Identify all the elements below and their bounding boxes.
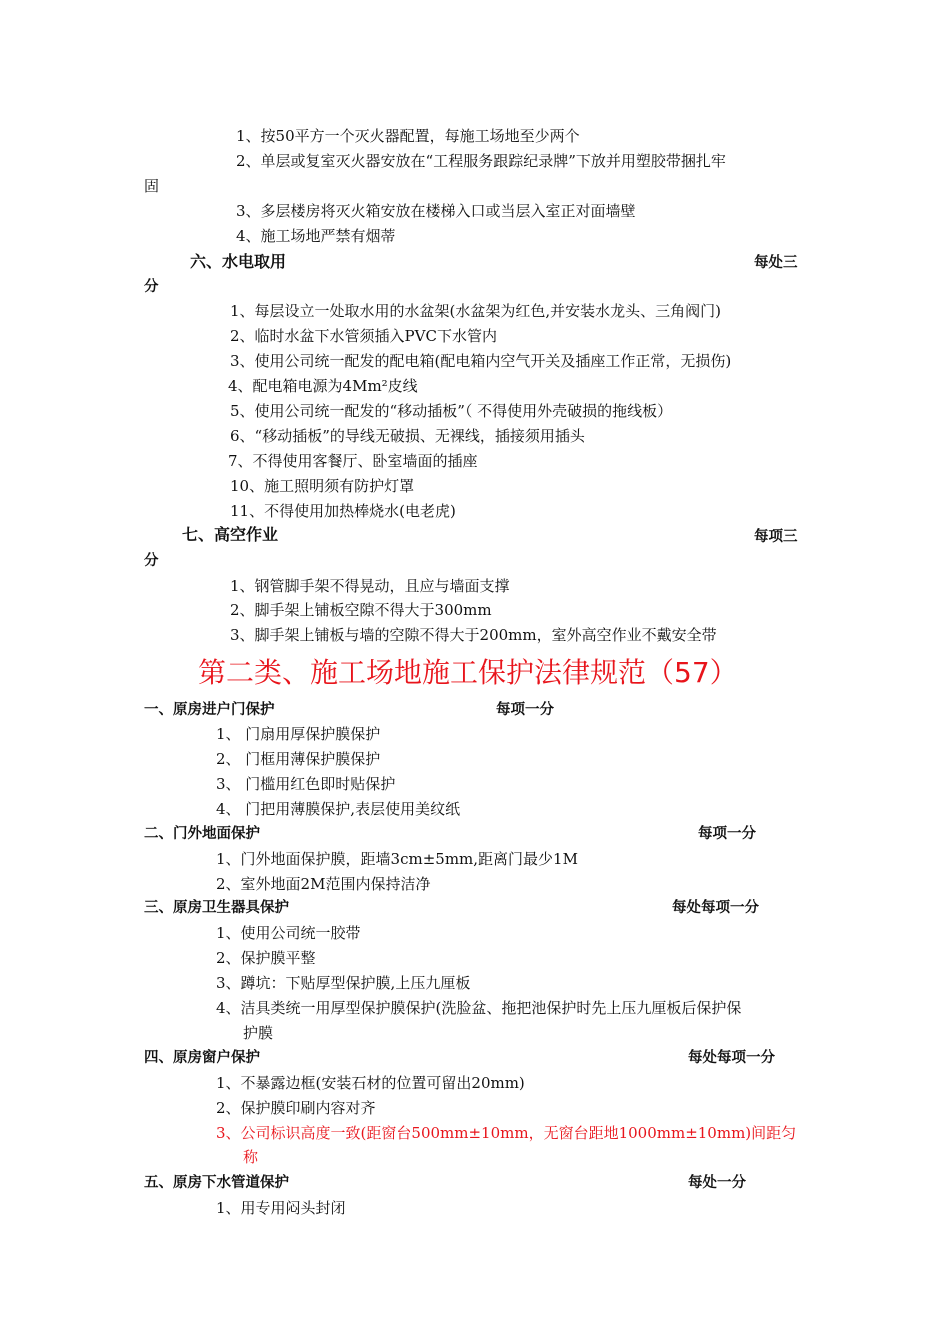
window-item-3-wrap: 称 xyxy=(243,1148,259,1166)
height-work-item-2: 2、脚手架上铺板空隙不得大于300mm xyxy=(230,601,492,619)
section-water-elec-points: 每处三 xyxy=(754,255,798,271)
door-heading: 一、原房进户门保护 xyxy=(144,702,275,718)
drain-heading: 五、原房下水管道保护 xyxy=(144,1175,289,1191)
section-height-work-heading: 七、高空作业 xyxy=(182,525,279,544)
water-elec-item-7: 7、不得使用客餐厅、卧室墙面的插座 xyxy=(228,452,478,470)
water-elec-item-4: 4、配电箱电源为4Mm²皮线 xyxy=(228,377,418,395)
water-elec-item-2: 2、临时水盆下水管须插入PVC下水管内 xyxy=(230,327,497,345)
section-water-elec-heading: 六、水电取用 xyxy=(190,252,287,271)
window-item-3: 3、公司标识高度一致(距窗台500mm±10mm，无窗台距地1000mm±10mm)间距匀 xyxy=(216,1124,797,1142)
water-elec-item-6: 6、“移动插板”的导线无破损、无裸线，插接须用插头 xyxy=(230,427,585,445)
drain-item-1: 1、用专用闷头封闭 xyxy=(216,1199,346,1217)
floor-heading: 二、门外地面保护 xyxy=(144,826,260,842)
door-item-1: 1、 门扇用厚保护膜保护 xyxy=(216,725,381,743)
window-points: 每处每项一分 xyxy=(688,1050,775,1066)
water-elec-item-5: 5、使用公司统一配发的“移动插板”（ 不得使用外壳破损的拖线板） xyxy=(230,402,673,420)
sanitary-points: 每处每项一分 xyxy=(672,900,759,916)
water-elec-item-1: 1、每层设立一处取水用的水盆架(水盆架为红色,并安装水龙头、三角阀门) xyxy=(230,302,722,320)
sanitary-item-4: 4、洁具类统一用厚型保护膜保护(洗脸盆、拖把池保护时先上压九厘板后保护保 xyxy=(216,999,742,1017)
water-elec-item-11: 11、不得使用加热棒烧水(电老虎) xyxy=(230,502,456,520)
floor-points: 每项一分 xyxy=(698,826,756,842)
drain-points: 每处一分 xyxy=(688,1175,746,1191)
section-water-elec-points-wrap: 分 xyxy=(144,279,159,295)
height-work-item-1: 1、钢管脚手架不得晃动，且应与墙面支撑 xyxy=(230,577,510,595)
window-heading: 四、原房窗户保护 xyxy=(144,1050,260,1066)
sanitary-item-4-wrap: 护膜 xyxy=(243,1024,274,1042)
sanitary-item-1: 1、使用公司统一胶带 xyxy=(216,924,361,942)
floor-item-1: 1、门外地面保护膜，距墙3cm±5mm,距离门最少1M xyxy=(216,850,578,868)
fire-item-2: 2、单层或复室灭火器安放在“工程服务跟踪纪录牌”下放并用塑胶带捆扎牢 xyxy=(236,152,726,170)
sanitary-item-3: 3、蹲坑：下贴厚型保护膜,上压九厘板 xyxy=(216,974,471,992)
fire-item-4: 4、施工场地严禁有烟蒂 xyxy=(236,227,396,245)
water-elec-item-10: 10、施工照明须有防护灯罩 xyxy=(230,477,415,495)
window-item-1: 1、不暴露边框(安装石材的位置可留出20mm) xyxy=(216,1074,525,1092)
sanitary-item-2: 2、保护膜平整 xyxy=(216,949,316,967)
fire-item-3: 3、多层楼房将灭火箱安放在楼梯入口或当层入室正对面墙壁 xyxy=(236,202,636,220)
sanitary-heading: 三、原房卫生器具保护 xyxy=(144,900,289,916)
door-points: 每项一分 xyxy=(496,702,554,718)
section-height-work-points-wrap: 分 xyxy=(144,553,159,569)
section-height-work-points: 每项三 xyxy=(754,529,798,545)
category-2-title: 第二类、施工场地施工保护法律规范（57） xyxy=(198,656,738,689)
height-work-item-3: 3、脚手架上铺板与墙的空隙不得大于200mm，室外高空作业不戴安全带 xyxy=(230,626,717,644)
door-item-2: 2、 门框用薄保护膜保护 xyxy=(216,750,381,768)
fire-item-1: 1、按50平方一个灭火器配置，每施工场地至少两个 xyxy=(236,127,580,145)
water-elec-item-3: 3、使用公司统一配发的配电箱(配电箱内空气开关及插座工作正常，无损伤) xyxy=(230,352,732,370)
fire-item-2-wrap: 固 xyxy=(144,177,160,195)
door-item-4: 4、 门把用薄膜保护,表层使用美纹纸 xyxy=(216,800,461,818)
door-item-3: 3、 门槛用红色即时贴保护 xyxy=(216,775,396,793)
floor-item-2: 2、室外地面2M范围内保持洁净 xyxy=(216,875,431,893)
window-item-2: 2、保护膜印刷内容对齐 xyxy=(216,1099,376,1117)
